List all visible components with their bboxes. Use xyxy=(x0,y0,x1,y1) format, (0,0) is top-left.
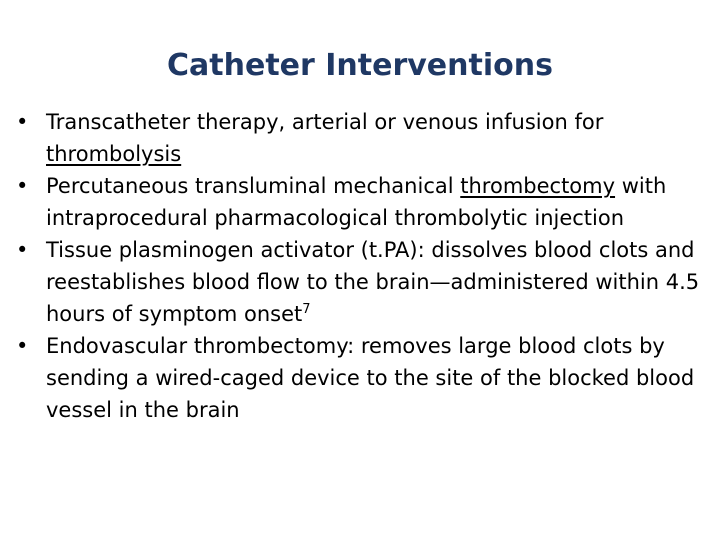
citation-superscript: 7 xyxy=(302,302,311,317)
bullet-item xyxy=(16,170,712,234)
bullet-icon: • xyxy=(16,334,29,358)
bullet-text: Transcatheter therapy, arterial or venous infusion for xyxy=(46,110,604,134)
bullet-list xyxy=(16,106,712,426)
bullet-text: Tissue plasminogen activator (t.PA): dissolves blood clots and reestablishes blood flow to the brain—administered within 4.5 hours of symptom onset xyxy=(46,238,700,326)
bullet-text: Endovascular thrombectomy: removes large blood clots by sending a wired-caged device to the site of the blocked blood vessel in the brain xyxy=(46,334,695,422)
bullet-item xyxy=(16,234,712,330)
bullet-text: Percutaneous transluminal mechanical xyxy=(46,174,461,198)
thrombolysis-link[interactable]: thrombolysis xyxy=(46,142,182,166)
bullet-icon: • xyxy=(16,174,29,198)
thrombectomy-link[interactable]: thrombectomy xyxy=(460,174,616,198)
bullet-icon: • xyxy=(16,238,29,262)
bullet-item xyxy=(16,106,712,170)
bullet-item xyxy=(16,330,712,426)
slide-title: Catheter Interventions xyxy=(167,48,553,83)
bullet-icon: • xyxy=(16,110,29,134)
bullet-text-continued: with intraprocedural pharmacological thrombolytic injection xyxy=(46,174,667,230)
